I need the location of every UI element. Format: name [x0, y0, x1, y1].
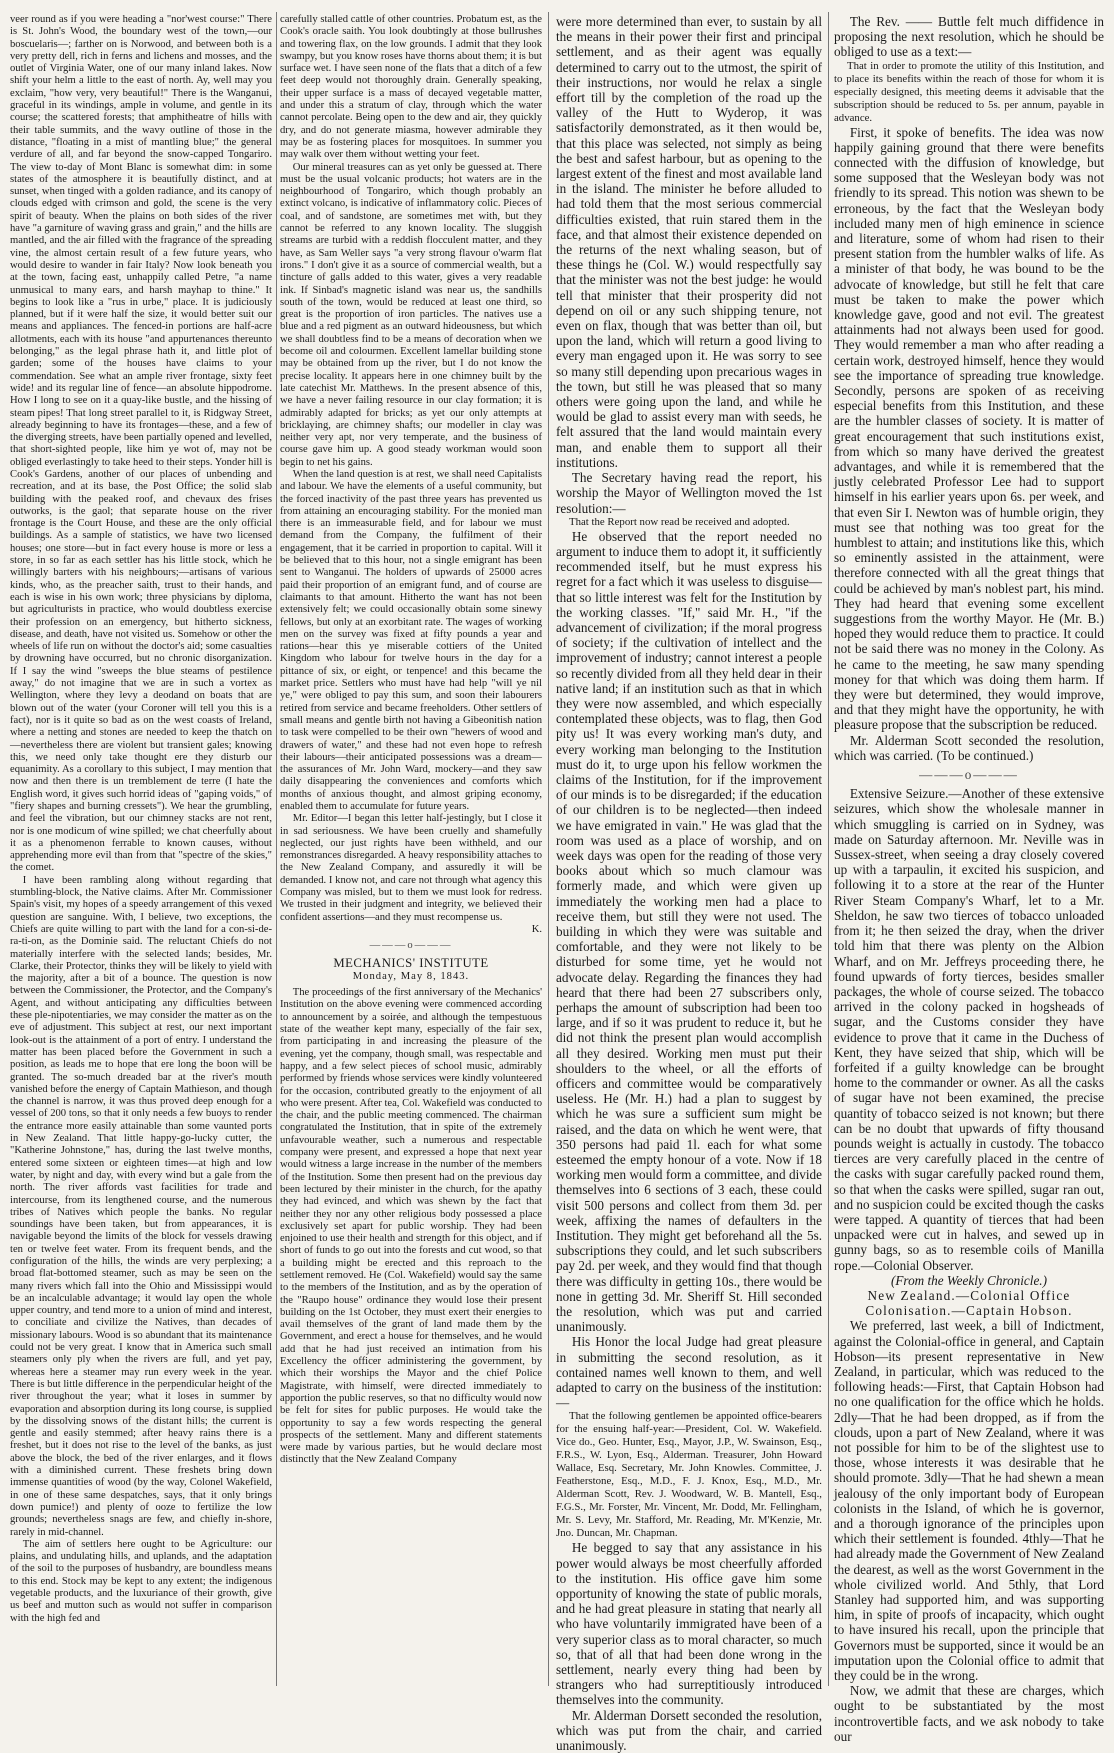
news-item-seizure: Extensive Seizure.—Another of these extensive seizures, which show the wholesale manner in which smuggling is carried on in Sydney, was made on Saturday afternoon. Mr. Neville was in Sussex-street, when seeing a dray closely covered up with a tarpaulin, it excited his suspicion, and following it to a store at the rear of the Hunter River Steam Company's Wharf, let to a Mr. Sheldon, he saw two tierces of tobacco unloaded from it; he then seized the dray, when the driver told him that there was plenty on the Albion Wharf, and on Mr. Jeffreys proceeding there, he found upwards of forty tierces, besides smaller packages, the whole of course seized. The tobacco arrived in the colony packed in hogsheads of sugar, and the Customs consider they have evidence to prove that it came in the Duchess of Kent, they have seized that ship, which will be forfeited if a guilty knowledge can be brought home to the commander or owner. As all the casks of sugar have not been examined, the precise quantity of tobacco seized is not known; but there can be no doubt that upwards of fifty thousand pounds weight is actually in custody. The tobacco tierces are very carefully placed in the centre of the casks with sugar carefully packed round them, so that when the casks were spilled, sugar ran out, and no suspicion could be excited though the casks were tapped. A quantity of tierces that had been unpacked were cut in halves, and sewed up in gunny bags, so as to resemble coils of Manilla rope.—Colonial Observer. [834, 786, 1104, 1273]
article-paragraph: The aim of settlers here ought to be Agriculture: our plains, and undulating hills, and uplands, and the adaptation of the soil to the purposes of husbandry, are boundless means to this end. Stock may be kept to any extent; the indigenous vegetable products, and the luxuriance of their growth, give us beef and mutton such as would not suffer in comparison with the high fed and [10, 1538, 272, 1624]
column-1 [10, 14, 272, 1684]
article-paragraph: Now, we admit that these are charges, which ought to be substantiated by the most incontrovertible facts, and we ask nobody to take our [834, 1683, 1104, 1744]
article-paragraph: His Honor the local Judge had great pleasure in submitting the second resolution, as it contained names well known to them, and well adapted to carry on the business of the institution:— [556, 1334, 822, 1411]
article-paragraph: The Secretary having read the report, his worship the Mayor of Wellington moved the 1st resolution:— [556, 470, 822, 516]
section-heading: MECHANICS' INSTITUTE [333, 955, 489, 970]
column-4 [834, 14, 1104, 1744]
article-paragraph: First, it spoke of benefits. The idea was now happily gaining ground that there were benefits connected with the diffusion of knowledge, but some supposed that the Wesleyan body was not friendly to its spread. This notion was shewn to be erroneous, by the fact that the Wesleyan body included many men of high eminence in science and literature, some of whom had risen to their present station from the humbler walks of life. As a minister of that body, he was bound to be the advocate of knowledge, but still he felt that care must be taken to make the power which knowledge gave, good and not evil. The greatest attainments had not always been used for good. They would remember a man who after reading a certain work, destroyed himself, hence they would see the importance of spreading true knowledge. Secondly, persons are spoken of as receiving especial benefits from this Institution, and these are the humbler classes of society. It is matter of great encouragement that such institutions exist, from which so many have derived the greatest advantages, and while it is remembered that the justly celebrated Professor Lee had to support himself in his earlier years upon 6s. per week, and that even Sir I. Newton was of humble origin, they must see that nothing was too great for the humblest to attain; and institutions like this, which so eminently assisted in the attainment, were therefore connected with all the great things that could be achieved by man's noblest part, his mind. They had heard that evening some excellent suggestions from the worthy Mayor. He (Mr. B.) hoped they would reduce them to practice. It could not be said there was no money in the Colony. As he came to the meeting, he saw many spending money for that which was doing them harm. If they were but determined, they would improve, and that they might have the opportunity, he with pleasure propose that the subscription be reduced. [834, 124, 1104, 733]
resolution-text: That in order to promote the utility of this Institution, and to place its benefits within the reach of those for whom it is especially designed, this meeting deems it advisable that the subscription should be reduced to 5s. per annum, payable in advance. [834, 59, 1104, 124]
column-rule [828, 12, 829, 1686]
article-paragraph: The Rev. —— Buttle felt much diffidence in proposing the next resolution, which he should be obliged to use as a text:— [834, 14, 1104, 60]
source-attribution: (From the Weekly Chronicle.) [890, 1272, 1047, 1288]
article-paragraph: Mr. Alderman Dorsett seconded the resolution, which was put from the chair, and carried unanimously. [556, 1707, 822, 1753]
article-paragraph: Our mineral treasures can as yet only be guessed at. There must be the usual volcanic products; hot waters are in the neighbourhood of Tongariro, which though probably an extinct volcano, is indicative of inflammatory colic. Pieces of coal, and of sandstone, are sometimes met with, but they cannot be referred to any known locality. The sluggish streams are turbid with a reddish flocculent matter, and they have, as Sam Weller says "a very strong flavour o'warm flat irons." I don't give it as a source of commercial wealth, but a tincture of galls added to this water, gives a very readable ink. If Sinbad's magnetic island was near us, the sandhills south of the town, would be reduced at least one third, so great is the proportion of iron particles. The natives use a blue and a red pigment as an outward hideousness, but which we shall doubtless find to be a means of decoration when we become oil and colourmen. Excellent lamellar building stone may be obtained from up the river, but I do not know the precise locality. It appears here in one chimney built by the late catechist Mr. Matthews. In the present absence of this, we have a never failing resource in our clay formation; it is admirably adapted for bricks; as yet our only attempts at bricklaying, are chimney shafts; our modeller in clay was neither very apt, nor very temperate, and the business of course gave him up. A good steady workman would soon begin to net his gains. [280, 161, 542, 468]
article-paragraph: were more determined than ever, to sustain by all the means in their power their first and principal settlement, and as their agent was equally determined to carry out to the utmost, the spirit of their instructions, nor would he relax a single effort till by the completion of the road up the valley of the Hutt to Wyderop, it was satisfactorily demonstrated, as it then would be, that this place was selected, not simply as being the best and safest harbour, but as opening to the largest extent of the finest and most available land in the island. The minister he before alluded to had told them that the most serious commercial difficulties existed, that ruin stared them in the face, and that almost their existence depended on the returns of the next whaling season, but of these things he (Col. W.) would respectfully say that the minister was not the best judge: he would tell that minister that their prosperity did not depend on oil or any such shipping tenure, not even on flax, though that was better than oil, but upon the land, which will return a good living to every man engaged upon it. He was sorry to see so many still depending upon precarious wages in the town, but still he was pleased that so many others were going upon the land, and while he would be glad to assist every man with seeds, he felt assured that the land would maintain every man, and enable them to support all their institutions. [556, 14, 822, 470]
letter-signature: K. [531, 923, 542, 935]
article-paragraph: Mr. Editor—I began this letter half-jestingly, but I close it in sad seriousness. We have been cruelly and shamefully neglected, our just rights have been withheld, and our remonstrances disregarded. A heavy responsibility attaches to the New Zealand Company, and assuredly it will be demanded. I know not, and care not through what agency this Company was misled, but to them we must look for redress. We trusted in their judgment and integrity, we believed their confident assertions—and they must recompense us. [280, 813, 542, 923]
article-paragraph: carefully stalled cattle of other countries. Probatum est, as the Cook's oracle saith. You look doubtingly at those bullrushes and towering flax, on the low grounds. I admit that they look swampy, but you know roses have thorns about them; it is but surface wet. I have seen none of the flats that a ditch of a few feet deep would not thoroughly drain. Generally speaking, their upper surface is a mass of decayed vegetable matter, and under this a stratum of clay, through which the water cannot percolate. Being open to the dew and air, they quickly dry, and do not generate miasma, however admirable they may be as fostering places for mosquitoes. In summer you may walk over them without wetting your feet. [280, 14, 542, 161]
section-separator: ———o——— [919, 767, 1019, 783]
section-date: Monday, May 8, 1843. [352, 970, 470, 982]
column-rule [276, 12, 277, 1686]
article-paragraph: I have been rambling along without regarding that stumbling-block, the Native claims. After Mr. Commissioner Spain's visit, my hopes of a speedy arrangement of this vexed question are sanguine. With, I believe, two exceptions, the Chiefs are quite willing to part with the land for a con-si-de-ra-ti-on, as the Dominie said. The reluctant Chiefs do not materially interfere with the selected lands; besides, Mr. Clarke, their Protector, thinks they will be likely to yield with the majority, after a bit of a bounce. The question is now between the Commissioner, the Protector, and the Company's Agent, and without anticipating any difficulties between these ple-nipotentiaries, we may consider the matter as on the eve of adjustment. This subject at rest, our next important look-out is the attainment of a port of entry. I understand the matter has been placed before the Government in such a position, as leads me to hope that ere long the boon will be granted. The so-much dreaded bar at the river's mouth vanished before the energy of Captain Mathieson, and though the channel is narrow, it was thus proved deep enough for a vessel of 200 tons, so that it only needs a few buoys to render the entrance more easily attainable than some vaunted ports in New Zealand. That little happy-go-lucky cutter, the "Katherine Johnstone," has, during the last twelve months, entered some sixteen or eighteen times—at high and low water, by night and day, with every wind but a gale from the north. The river affords vast facilities for trade and intercourse, from its lengthened course, and the numerous tribes of Natives which people the banks. No regular soundings have been taken, but from appearances, it is navigable beyond the limits of the block for vessels drawing ten or twelve feet water. From its frequent bends, and the configuration of the hills, the winds are very perplexing; a broad flat-bottomed steamer, such as may be seen on the many rivers which fall into the Ohio and Mississippi would be an incalculable advantage; it would lay open the whole upper country, and tend more to a union of mind and interest, to conciliate and civilize the Natives, than decades of missionary labours. Wood is so abundant that its maintenance could not be very great. I know that in America such small steamers only ply when the rivers are full, and yet pay, whereas here a steamer may run every week in the year. There is but little difference in the perpendicular height of the river throughout the year; what it loses in summer by evaporation and absorption during its long course, is supplied by the dissolving snows of the distant hills; the current is gentle and easily stemmed; after heavy rains there is a freshet, but it does not rise to the level of the banks, as just above the block, the bed of the river enlarges, and it flows with a diminished current. These freshets bring down immense quantities of wood (by the way, Colonel Wakefield, in one of these same despatches, says, that it only brings down pumice!) and plenty of ooze to fertilize the low grounds; nevertheless snags are few, and chiefly in-shore, rarely in mid-channel. [10, 874, 272, 1538]
article-paragraph: Mr. Alderman Scott seconded the resolution, which was carried. (To be continued.) [834, 732, 1104, 763]
resolution-text: That the following gentlemen be appointed office-bearers for the ensuing half-year:—President, Col. W. Wakefield. Vice do., Geo. Hunter, Esq., Mayor, J.P., W. Swainson, Esq., F.R.S., W. Lyon, Esq., Alderman. Treasurer, John Howard Wallace, Esq. Secretary, Mr. John Knowles. Committee, J. Featherstone, Esq., M.D., F. J. Knox, Esq., M.D., Mr. Alderman Scott, Rev. J. Woodward, W. B. Mantell, Esq., F.G.S., Mr. Forster, Mr. Vincent, Mr. Dodd, Mr. Fellingham, Mr. S. Levy, Mr. Stafford, Mr. Reading, Mr. M'Kenzie, Mr. Jno. Duncan, Mr. Chapman. [556, 1410, 822, 1540]
column-rule [548, 12, 549, 1686]
column-2 [280, 14, 542, 1684]
article-paragraph: We preferred, last week, a bill of Indictment, against the Colonial-office in general, and Captain Hobson—its present representative in New Zealand, in particular, which was reduced to the following heads:—First, that Captain Hobson had no one qualification for the office which he holds. 2dly—That he had been dropped, as if from the clouds, upon a part of New Zealand, where it was not possible for him to be of the slightest use to those, whose interests it was desirable that he should promote. 3dly—That he had shewn a mean jealousy of the only important body of European colonists in the Island, of which he is governor, and a thorough ignorance of the principles upon which their settlement is founded. 4thly—That he had already made the Government of New Zealand the dearest, as well as the worst Government in the whole civilized world. And 5thly, that Lord Stanley had supported him, and was supporting him, in spite of proofs of incapacity, which ought to have insured his recall, upon the principle that Governors must be supported, since it would be an imputation upon the Colonial office to admit that they could be in the wrong. [834, 1318, 1104, 1684]
column-3 [556, 14, 822, 1753]
article-paragraph: He begged to say that any assistance in his power would always be most cheerfully afforded to the institution. His office gave him some opportunity of knowing the state of public morals, and he had great pleasure in stating that nearly all who have voluntarily immigrated have been of a very superior class as to moral character, so much so, that of all that had been done wrong in the settlement, nearly every thing had been by strangers who had surreptitiously introduced themselves into the community. [556, 1540, 822, 1708]
article-paragraph: The proceedings of the first anniversary of the Mechanics' Institution on the above evening were commenced according to announcement by a soirée, and although the tempestuous state of the weather kept many, especially of the fair sex, from participating in and increasing the pleasure of the evening, yet the company, though small, was respectable and happy, and a few select pieces of school music, admirably performed by friends whose services were kindly volunteered for the occasion, contributed greatly to the enjoyment of all who were present. After tea, Col. Wakefield was conducted to the chair, and the public meeting commenced. The chairman congratulated the Institution, that in spite of the extremely unfavourable weather, such a numerous and respectable company were present, and expressed a hope that next year would witness a large increase in the number of the members of the Institution. Some then present had on the previous day been lectured by their minister in the church, for the apathy they had evinced, and which was shewn by the fact that neither they nor any other religious body possessed a place exclusively set apart for public worship. They had been enjoined to use their health and strength for this object, and if short of funds to go out into the forests and cut wood, so that a building might be erected and this reproach to the settlement removed. He (Col. Wakefield) would say the same to the members of the Institution, and as by the operation of the "Raupo house" ordinance they would lose their present building on the 1st October, they must exert their energies to avail themselves of the grant of land made them by the Government, and erect a house for themselves, and he would add that he had just received an intimation from his Excellency the officer administering the government, by which their worships the Mayor and the chief Police Magistrate, with himself, were directed immediately to apportion the public reserves, so that no difficulty would now be felt for sites for public purposes. He would take the opportunity to say a few words respecting the general prospects of the settlement. Many and different statements were made by various parties, but he would declare most distinctly that the New Zealand Company [280, 987, 542, 1466]
section-heading: New Zealand.—Colonial Office Colonisation.—Captain Hobson. [865, 1287, 1073, 1319]
section-separator: ———o——— [369, 940, 453, 952]
article-paragraph: veer round as if you were heading a "nor'west course:" There is St. John's Wood, the boundary west of the town,—our boscuelaris—; farther on is Norwood, and between both is a very pretty dell, rich in ferns and lichens and mosses, and the outlet of Virginia Water, one of our many inland lakes. Now shift your helm a little to the east of north. Ay, well may you exclaim, "how very, very beautiful!" There is the Wanganui, graceful in its windings, ample in volume, and gentle in its course; the scattered forests; that amphitheatre of hills with their table summits, and the wavy outline of those in the distance, "floating in a mist of mantling blue;" the general verdure of all, and far beyond the snow-capped Tongariro. The view to-day of Mont Blanc is somewhat dim: in some states of the atmosphere it is beautifully distinct, and at sunset, when tinged with a golden radiance, and its canopy of clouds edged with crimson and gold, the scene is the very spirit of beauty. When the plains on both sides of the river have "a garniture of waving grass and grain," and the hills are mantled, and the air filled with the fragrance of the spreading vine, the almost certain result of a few future years, who would desire to wander in fair Italy? Now look beneath you at the town, facing east, unhappily called Petre, "a name unmusical to many ears, and harsh mayhap to thine." It begins to look like a "rus in urbe," place. It is judiciously planned, but if it were half the size, it would better suit our means and appliances. The fenced-in portions are half-acre allotments, each with its house "and appurtenances thereunto belonging," as the legal phrase hath it, and little plot of garden; some of the houses have claims to your commendation. See what an ample river frontage, sixty feet wide! and its regular line of fence—an absolute hippodrome. How I long to see on it a quay-like bustle, and the hissing of steam pipes! That long street parallel to it, is Ridgway Street, already beginning to have its frontages—these, and a few of the diverging streets, have been partially opened and levelled, that short-sighted people, like him ye wot of, may not be obliged everlastingly to take heed to their steps. Yonder hill is Cook's Gardens, another of our places of unbending and recreation, and at its base, the Post Office; the solid slab building with the peaked roof, and chevaux des frises outworks, is the gaol; that separate house on the river frontage is the Court House, and these are the only official buildings. As a sample of statistics, we have two licensed houses; one store—but in fact every house is more or less a store, in so far as each settler has his little stock, which he willingly barters with his neighbours;—artisans of various kinds, who, as the preacher saith, trust to their hands, and each is wise in his own work; three physicians by diploma, but agriculturists in practice, who would doubtless exercise their profession on an emergency, but hitherto sickness, disease, and death, have not visited us. Somehow or other the wheels of life run on without the doctor's aid; some casualties by drowning have occurred, but no chronic disorganization. If I say the wind "sweeps the blue steams of pestilence away," do not imagine that we are in such a vortex as Wellington, where they levy a deodand on boats that are blown out of the water (your Coroner will tell you this is a fact), nor is it quite so bad as on the west coasts of Ireland, where a netting and stones are needed to keep the thatch on—nevertheless there are violent but transient gales; knowing this, we need only take thought ere they disturb our equanimity. As a corollary to this subject, I may mention that now and then there is un tremblement de terre (I hate the English word, it gives such horrid ideas of "gaping voids," of "fiery shapes and burning cressets"). We hear the grumbling, and feel the vibration, but our chimney stacks are not rent, nor is one modicum of wine spilled; we chat cheerfully about it as a phenomenon ferrable to known causes, without apprehending more evil than from that "spectre of the skies," the comet. [10, 14, 272, 874]
resolution-text: That the Report now read be received and adopted. [568, 515, 790, 528]
article-paragraph: When the land question is at rest, we shall need Capitalists and labour. We have the elements of a useful community, but the forced inactivity of the past three years has prevented us from attaining an encouraging stability. For the monied man there is an immeasurable field, and for labour we must demand from the Company, the fulfilment of their engagement, that it be carried in proportion to capital. Will it be believed that to this hour, not a single emigrant has been sent to Wanganui. The holders of upwards of 25000 acres paid their proportion of an emigrant fund, and of course are claimants to that amount. Hitherto the want has not been extensively felt; we could occasionally obtain some sinewy fellows, but only at an exorbitant rate. The wages of working men on the survey was fixed at fifty pounds a year and rations—hear this ye miserable cottiers of the United Kingdom who labour for twelve hours in the day for a pittance of six, or eight, or tenpence! and this became the market price. Settlers who must have had help "will ye nil ye," were obliged to pay this sum, and soon their labourers retired from service and became freeholders. Other settlers of small means and gentle birth not having a Gibeonitish nation to task were compelled to be their own "hewers of wood and drawers of water," and these had not even hope to refresh their labours—their anticipated possessions was a dream—the assurances of Mr. John Ward, mockery—and they saw daily disappearing the conveniences and comforts which months of anxious thought, and almost griping economy, enabled them to accumulate for future years. [280, 468, 542, 812]
article-paragraph: He observed that the report needed no argument to induce them to adopt it, it sufficiently recommended itself, but he must express his regret for a fact which it was useless to disguise—that so little interest was felt for the Institution by the working classes. "If," said Mr. H., "if the advancement of civilization; if the moral progress of society; if the cultivation of intellect and the improvement of industry; cannot interest a people so recently divided from all they held dear in their native land; if an institution such as that in which they were now assembled, and which especially contemplated these objects, was to flag, then God pity us! It was every working man's duty, and every working man belonging to the Institution must do it, to urge upon his fellow workmen the claims of the Institution, for if the improvement of our minds is to be disregarded; if the education of our children is to be neglected—then indeed we have emigrated in vain." He was glad that the room was used as a place of worship, and on week days was open for the reading of those very books about which so much clamour was formerly made, and which were given up immediately the working men had a place to receive them, but still they were not used. The building in which they were was suitable and comfortable, and they were not likely to be disturbed for some time, yet he would not advocate delay. Regarding the finances they had heard that there had been 27 subscribers only, perhaps the amount of subscription had been too large, and if so it was prudent to reduce it, but he did not think the present plan would accomplish all they desired. Working men must put their shoulders to the wheel, or all the efforts of officers and committee would be comparatively useless. He (Mr. H.) had a plan to suggest by which he was sure a sufficient sum might be raised, and the data on which he went were, that 350 persons had paid 1l. each for what some esteemed the empty honour of a vote. Now if 18 working men would form a committee, and divide themselves into 6 sections of 3 each, these could visit 500 persons and collect from them 3d. per week, affixing the names of defaulters in the Institution. They might get beforehand all the 5s. subscriptions they could, and let such subscribers pay 2d. per week, and they would find that though there was difficulty in getting 10s., there would be none in getting 3d. Mr. Sheriff St. Hill seconded the resolution, which was put and carried unanimously. [556, 528, 822, 1335]
